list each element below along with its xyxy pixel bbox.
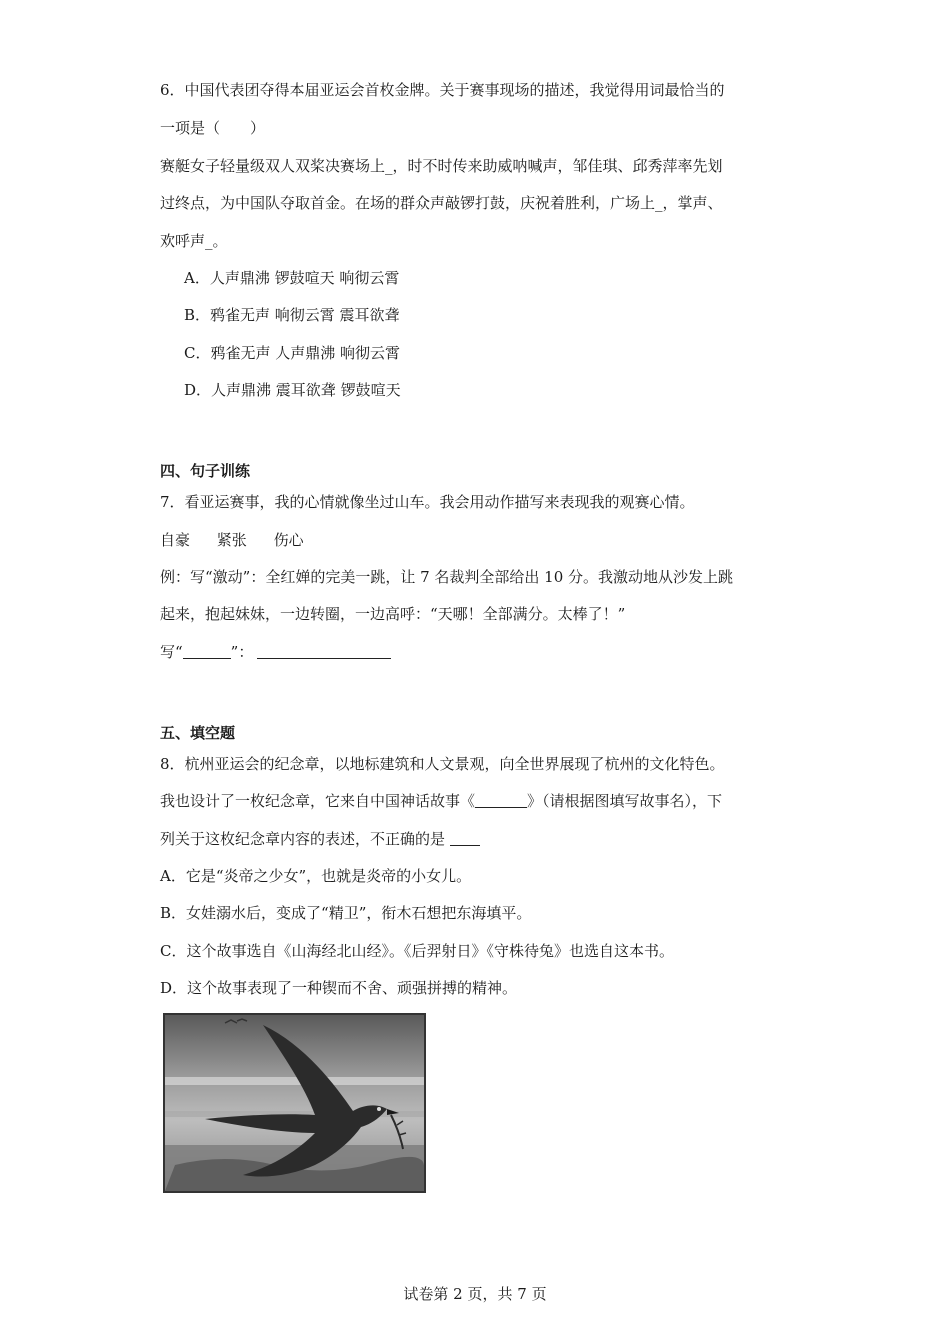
q7-word-3: 伤心	[273, 531, 304, 549]
page-footer: 试卷第 2 页，共 7 页	[403, 1285, 547, 1303]
q6-stem-line-2: 一项是（ ）	[160, 119, 266, 137]
q6-stem-line-1: 6．中国代表团夺得本届亚运会首枚金牌。关于赛事现场的描述，我觉得用词最恰当的	[160, 81, 725, 99]
q7-word-list	[160, 530, 800, 550]
bird-illustration	[165, 1015, 424, 1191]
q7-stem: 7．看亚运赛事，我的心情就像坐过山车。我会用动作描写来表现我的观赛心情。	[160, 493, 695, 511]
q7-example-line-2: 起来，抱起妹妹，一边转圈，一边高呼：“天哪！全部满分。太棒了！”	[160, 605, 626, 623]
q7-answer-mid: ”：	[230, 643, 254, 661]
q7-answer-line	[160, 642, 800, 662]
q6-option-c[interactable]: C．鸦雀无声 人声鼎沸 响彻云霄	[184, 344, 401, 362]
q6-option-a[interactable]: A．人声鼎沸 锣鼓喧天 响彻云霄	[184, 269, 400, 287]
section-5-heading: 五、填空题	[160, 724, 236, 742]
q8-answer-blank[interactable]	[450, 829, 480, 846]
q6-passage-line-1: 赛艇女子轻量级双人双桨决赛场上_，时不时传来助威呐喊声，邹佳琪、邱秀萍率先划	[160, 157, 723, 175]
q7-word-1: 自豪	[160, 531, 191, 549]
q7-description-blank[interactable]	[257, 642, 391, 659]
q7-emotion-blank[interactable]	[183, 642, 231, 659]
q8-option-b[interactable]: B．女娃溺水后，变成了“精卫”，衔木石想把东海填平。	[160, 904, 532, 922]
q8-stem-line-3-text: 列关于这枚纪念章内容的表述，不正确的是	[160, 830, 450, 848]
q8-stem-line-2a: 我也设计了一枚纪念章，它来自中国神话故事《	[160, 792, 476, 810]
q7-example-line-1: 例：写“激动”：全红婵的完美一跳，让 7 名裁判全部给出 10 分。我激动地从沙发上跳	[160, 568, 734, 586]
q6-passage-line-3: 欢呼声_。	[160, 232, 228, 250]
q7-word-2: 紧张	[216, 531, 247, 549]
q6-option-b[interactable]: B．鸦雀无声 响彻云霄 震耳欲聋	[184, 306, 400, 324]
q8-story-name-blank[interactable]	[475, 791, 527, 808]
q7-answer-prefix: 写“	[160, 643, 183, 661]
q6-option-d[interactable]: D．人声鼎沸 震耳欲聋 锣鼓喧天	[184, 381, 401, 399]
jingwei-bird-image	[163, 1013, 426, 1193]
q8-stem-line-3	[160, 829, 800, 849]
q8-stem-line-2b: 》（请根据图填写故事名），下	[527, 792, 723, 810]
section-4-heading: 四、句子训练	[160, 462, 251, 480]
q8-stem-line-2	[160, 791, 800, 811]
q6-passage-line-2: 过终点，为中国队夺取首金。在场的群众声敲锣打鼓，庆祝着胜利，广场上_，掌声、	[160, 194, 723, 212]
q8-option-c[interactable]: C．这个故事选自《山海经北山经》。《后羿射日》《守株待兔》也选自这本书。	[160, 942, 674, 960]
q8-stem-line-1: 8．杭州亚运会的纪念章，以地标建筑和人文景观，向全世界展现了杭州的文化特色。	[160, 755, 725, 773]
q8-option-d[interactable]: D．这个故事表现了一种锲而不舍、顽强拼搏的精神。	[160, 979, 518, 997]
q8-option-a[interactable]: A．它是“炎帝之少女”，也就是炎帝的小女儿。	[160, 867, 472, 885]
